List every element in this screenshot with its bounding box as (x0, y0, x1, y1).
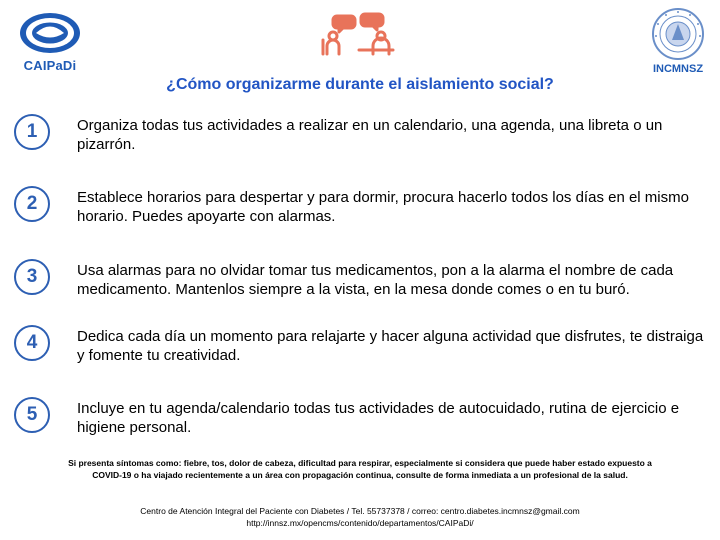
step-number-badge: 1 (14, 114, 50, 150)
step-item (0, 180, 720, 236)
step-item (0, 391, 720, 447)
incmnsz-logo (646, 6, 710, 78)
contact-footer (0, 505, 720, 529)
step-text: Establece horarios para despertar y para dormir, procura hacerlo todos los días en el mismo horario. Puedes apoyarte con alarmas. (77, 189, 689, 225)
step-text: Incluye en tu agenda/calendario todas tus actividades de autocuidado, rutina de ejercicio e higiene personal. (77, 400, 680, 436)
therapy-conversation-icon (319, 10, 399, 58)
contact-info: Centro de Atención Integral del Paciente con Diabetes / Tel. 55737378 / correo: centro.diabetes.incmnsz@gmail.com (140, 506, 580, 516)
caipadi-logo-text: CAIPaDi (23, 58, 77, 73)
therapy-illustration (319, 10, 399, 58)
warning-line: COVID-19 o ha viajado recientemente a un área con propagación continua, consulte de forma inmediata a un profesional de la salud. (92, 470, 628, 480)
step-item (0, 253, 720, 309)
step-text: Organiza todas tus actividades a realizar en un calendario, una agenda, una libreta o un pizarrón. (77, 117, 663, 153)
website-link[interactable]: http://innsz.mx/opencms/contenido/departamentos/CAIPaDi/ (246, 518, 474, 528)
incmnsz-logo-text: INCMNSZ (652, 63, 704, 75)
step-text: Dedica cada día un momento para relajarte y hacer alguna actividad que disfrutes, te distraiga y fomente tu creatividad. (77, 328, 704, 364)
step-number-badge: 4 (14, 325, 50, 361)
step-item (0, 108, 720, 164)
step-text: Usa alarmas para no olvidar tomar tus medicamentos, pon a la alarma el nombre de cada medicamento. Mantenlos siempre a la vista, en la mesa donde comes o en tu buró. (77, 262, 674, 298)
step-number-badge: 3 (14, 259, 50, 295)
caipadi-logo-icon (14, 10, 86, 58)
page-title: ¿Cómo organizarme durante el aislamiento social? (166, 76, 554, 93)
caipadi-logo (14, 10, 86, 76)
incmnsz-seal-icon (646, 6, 710, 62)
symptoms-warning (4, 457, 716, 481)
step-number-badge: 2 (14, 186, 50, 222)
warning-line: Si presenta síntomas como: fiebre, tos, dolor de cabeza, dificultad para respirar, especialmente si considera que puede haber estado expuesto a (68, 458, 652, 468)
step-number-badge: 5 (14, 397, 50, 433)
step-item (0, 319, 720, 375)
